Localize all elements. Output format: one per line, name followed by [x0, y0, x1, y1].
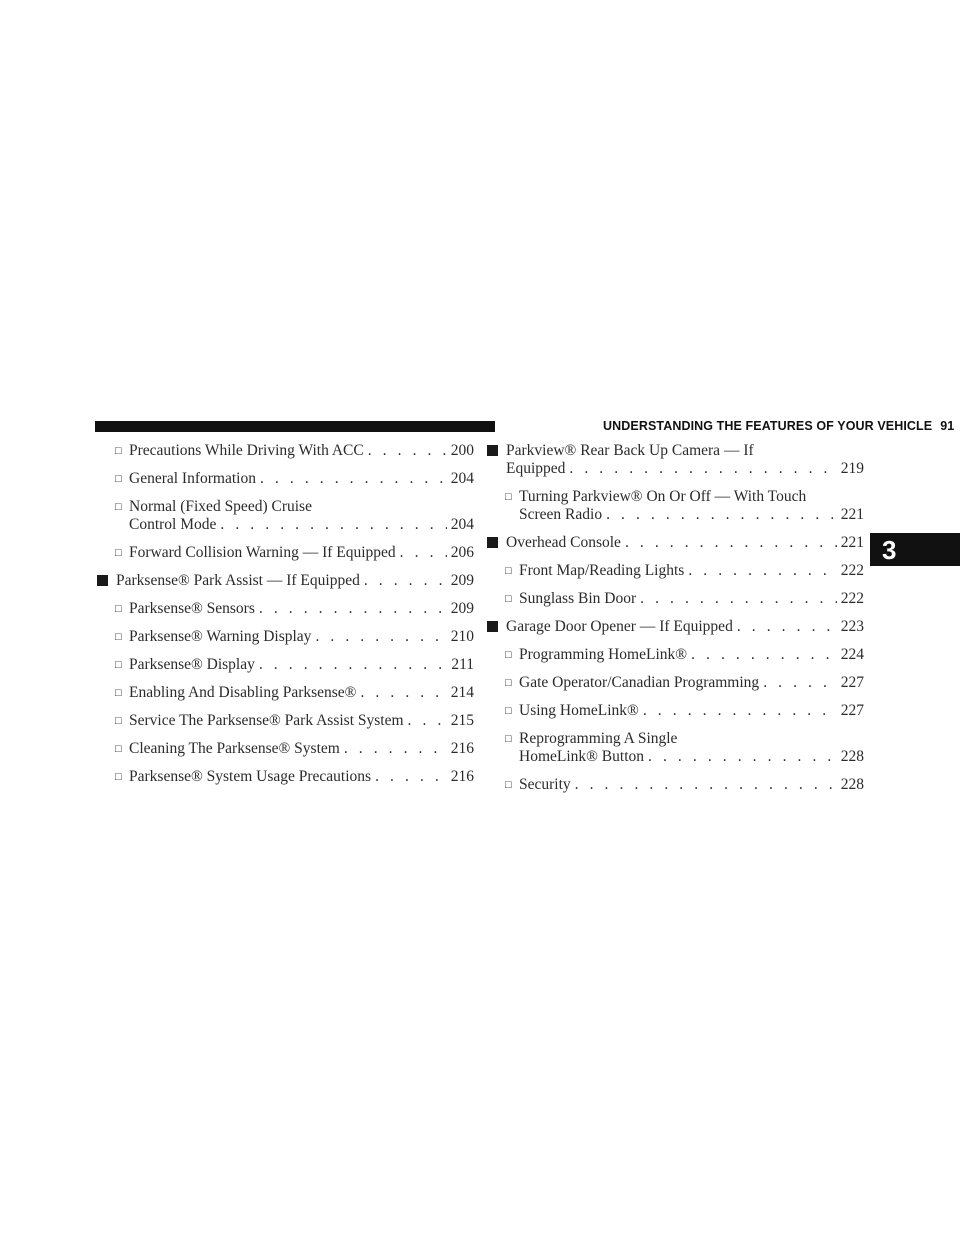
hollow-square-bullet-icon: □: [115, 547, 122, 559]
dot-leader: [259, 656, 447, 674]
dot-leader: [220, 516, 446, 534]
toc-entry-page: 204: [450, 516, 474, 533]
toc-entry-title: Overhead Console: [506, 534, 621, 551]
toc-entry-title: Service The Parksense® Park Assist System: [129, 712, 404, 729]
toc-entry[interactable]: [486, 590, 864, 608]
toc-entry[interactable]: [96, 572, 474, 590]
section-title: UNDERSTANDING THE FEATURES OF YOUR VEHICLE: [603, 419, 933, 433]
dot-leader: [368, 442, 447, 460]
toc-entry-page: 210: [450, 628, 474, 645]
toc-entry-title: Equipped: [506, 460, 566, 477]
toc-entry-page: 216: [450, 740, 474, 757]
toc-entry-page: 209: [450, 600, 474, 617]
toc-entry-page: 206: [450, 544, 474, 561]
toc-entry-title: Using HomeLink®: [519, 702, 639, 719]
toc-entry[interactable]: [486, 776, 864, 794]
hollow-square-bullet-icon: □: [115, 445, 122, 457]
hollow-square-bullet-icon: □: [505, 677, 512, 689]
dot-leader: [360, 684, 446, 702]
toc-entry[interactable]: [486, 646, 864, 664]
toc-entry[interactable]: [96, 712, 474, 730]
dot-leader: [408, 712, 447, 730]
toc-entry-title: Screen Radio: [519, 506, 603, 523]
toc-entry[interactable]: [96, 442, 474, 460]
toc-entry-page: 214: [450, 684, 474, 701]
toc-entry-page: 211: [451, 656, 474, 673]
toc-entry-page: 221: [840, 534, 864, 551]
toc-entry-page: 204: [450, 470, 474, 487]
hollow-square-bullet-icon: □: [115, 473, 122, 485]
square-bullet-icon: [487, 445, 498, 456]
square-bullet-icon: [97, 575, 108, 586]
toc-entry[interactable]: [486, 702, 864, 720]
dot-leader: [688, 562, 836, 580]
header-rule: [95, 421, 495, 432]
hollow-square-bullet-icon: □: [505, 565, 512, 577]
toc-entry-page: 215: [450, 712, 474, 729]
toc-entry-page: 227: [840, 674, 864, 691]
toc-entry-page: 222: [840, 590, 864, 607]
toc-entry[interactable]: [96, 740, 474, 758]
toc-entry-title: General Information: [129, 470, 256, 487]
chapter-tab: [870, 533, 960, 566]
square-bullet-icon: [487, 537, 498, 548]
chapter-number: 3: [882, 535, 897, 565]
toc-entry-page: 227: [840, 702, 864, 719]
dot-leader: [575, 776, 837, 794]
toc-entry-title: Security: [519, 776, 571, 793]
hollow-square-bullet-icon: □: [505, 649, 512, 661]
hollow-square-bullet-icon: □: [505, 779, 512, 791]
page-number: 91: [940, 419, 955, 433]
hollow-square-bullet-icon: □: [115, 715, 122, 727]
dot-leader: [344, 740, 447, 758]
toc-entry[interactable]: [486, 730, 864, 766]
dot-leader: [375, 768, 447, 786]
dot-leader: [737, 618, 837, 636]
hollow-square-bullet-icon: □: [115, 771, 122, 783]
hollow-square-bullet-icon: □: [505, 705, 512, 717]
dot-leader: [315, 628, 446, 646]
toc-entry-title: Parksense® Sensors: [129, 600, 255, 617]
toc-entry-page: 223: [840, 618, 864, 635]
dot-leader: [648, 748, 837, 766]
page-header: [95, 419, 955, 436]
toc-entry-title: HomeLink® Button: [519, 748, 645, 765]
dot-leader: [259, 600, 447, 618]
toc-entry[interactable]: [96, 470, 474, 488]
dot-leader: [643, 702, 837, 720]
toc-entry[interactable]: [96, 684, 474, 702]
toc-entry[interactable]: [486, 618, 864, 636]
toc-entry[interactable]: [96, 628, 474, 646]
dot-leader: [569, 460, 836, 478]
hollow-square-bullet-icon: □: [505, 593, 512, 605]
toc-entry-title: Parksense® Park Assist — If Equipped: [116, 572, 360, 589]
hollow-square-bullet-icon: □: [115, 501, 122, 513]
toc-entry-page: 216: [450, 768, 474, 785]
toc-entry[interactable]: [486, 534, 864, 552]
dot-leader: [364, 572, 447, 590]
toc-entry-title: Parksense® Warning Display: [129, 628, 312, 645]
toc-entry-page: 228: [840, 776, 864, 793]
toc-entry-page: 209: [450, 572, 474, 589]
toc-entry[interactable]: [96, 600, 474, 618]
square-bullet-icon: [487, 621, 498, 632]
dot-leader: [260, 470, 447, 488]
toc-entry[interactable]: [96, 498, 474, 534]
toc-entry[interactable]: [96, 656, 474, 674]
toc-entry[interactable]: [96, 768, 474, 786]
toc-entry-title-line1: Normal (Fixed Speed) Cruise: [129, 498, 312, 515]
toc-entry-title-line1: Parkview® Rear Back Up Camera — If: [506, 442, 754, 459]
toc-entry[interactable]: [486, 488, 864, 524]
toc-entry-title: Gate Operator/Canadian Programming: [519, 674, 760, 691]
toc-entry-page: 228: [840, 748, 864, 765]
toc-entry-title: Control Mode: [129, 516, 217, 533]
hollow-square-bullet-icon: □: [505, 733, 512, 745]
hollow-square-bullet-icon: □: [115, 659, 122, 671]
toc-entry-title-line1: Reprogramming A Single: [519, 730, 678, 747]
toc-entry-page: 222: [840, 562, 864, 579]
toc-entry-title: Precautions While Driving With ACC: [129, 442, 364, 459]
toc-entry-title: Programming HomeLink®: [519, 646, 688, 663]
hollow-square-bullet-icon: □: [505, 491, 512, 503]
toc-entry[interactable]: [96, 544, 474, 562]
toc-entry-title: Forward Collision Warning — If Equipped: [129, 544, 396, 561]
hollow-square-bullet-icon: □: [115, 603, 122, 615]
dot-leader: [625, 534, 837, 552]
hollow-square-bullet-icon: □: [115, 743, 122, 755]
toc-entry-title: Parksense® System Usage Precautions: [129, 768, 372, 785]
dot-leader: [606, 506, 837, 524]
dot-leader: [691, 646, 837, 664]
toc-entry-page: 219: [840, 460, 864, 477]
toc-entry-page: 224: [840, 646, 864, 663]
toc-entry-title: Cleaning The Parksense® System: [129, 740, 340, 757]
dot-leader: [400, 544, 447, 562]
dot-leader: [763, 674, 837, 692]
toc-entry[interactable]: [486, 674, 864, 692]
toc-entry-title: Garage Door Opener — If Equipped: [506, 618, 733, 635]
toc-entry-page: 221: [840, 506, 864, 523]
toc-entry-title-line1: Turning Parkview® On Or Off — With Touch: [519, 488, 807, 505]
dot-leader: [640, 590, 837, 608]
toc-entry-page: 200: [450, 442, 474, 459]
toc-entry[interactable]: [486, 442, 864, 478]
toc-left-column: [96, 442, 474, 796]
hollow-square-bullet-icon: □: [115, 687, 122, 699]
toc-right-column: [486, 442, 864, 804]
toc-entry[interactable]: [486, 562, 864, 580]
header-text: [603, 419, 954, 433]
toc-entry-title: Sunglass Bin Door: [519, 590, 637, 607]
toc-entry-title: Front Map/Reading Lights: [519, 562, 685, 579]
toc-entry-title: Parksense® Display: [129, 656, 255, 673]
hollow-square-bullet-icon: □: [115, 631, 122, 643]
toc-entry-title: Enabling And Disabling Parksense®: [129, 684, 357, 701]
